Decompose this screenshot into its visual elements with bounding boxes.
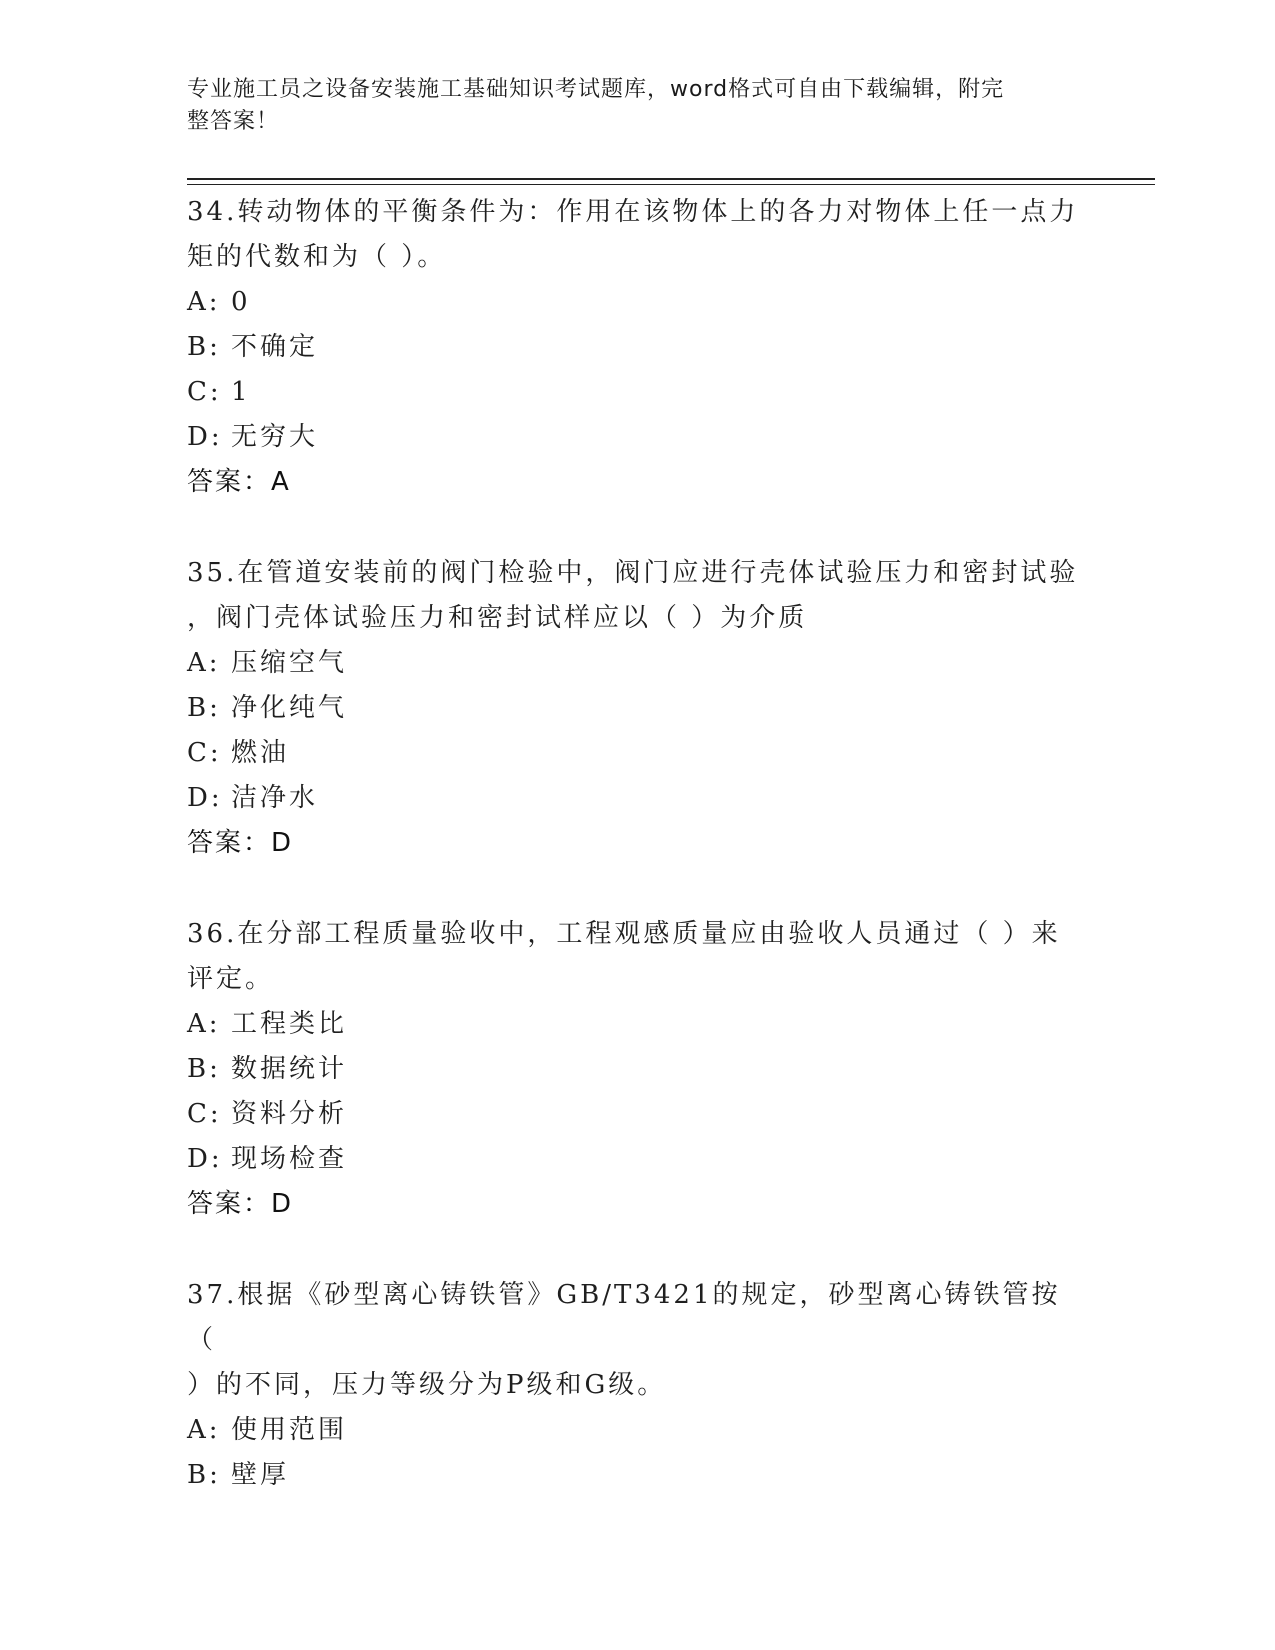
header-divider-thick xyxy=(187,178,1155,180)
question-spacer xyxy=(187,505,1087,551)
option-key: A: xyxy=(187,1415,221,1445)
option-b xyxy=(187,686,1087,731)
option-key: A: xyxy=(187,287,221,317)
header-line-2: 整答案！ xyxy=(187,109,280,134)
option-b xyxy=(187,1047,1087,1092)
header-divider-thin xyxy=(187,184,1155,185)
option-b xyxy=(187,1453,1087,1498)
option-d xyxy=(187,1137,1087,1182)
option-text: 资料分析 xyxy=(231,1099,348,1129)
option-text: 1 xyxy=(231,377,251,407)
question-stem-line: 35.在管道安装前的阀门检验中，阀门应进行壳体试验压力和密封试验 xyxy=(187,558,1079,588)
option-d xyxy=(187,415,1087,460)
question-spacer xyxy=(187,866,1087,912)
option-a xyxy=(187,1002,1087,1047)
question-stem-line: 36.在分部工程质量验收中，工程观感质量应由验收人员通过（ ）来 xyxy=(187,919,1061,949)
option-c xyxy=(187,731,1087,776)
question-37 xyxy=(187,1273,1087,1498)
option-c xyxy=(187,370,1087,415)
option-text: 洁净水 xyxy=(231,783,319,813)
question-stem-line: 评定。 xyxy=(187,964,275,994)
option-text: 使用范围 xyxy=(231,1415,348,1445)
question-list xyxy=(187,190,1087,1498)
question-34 xyxy=(187,190,1087,505)
option-key: B: xyxy=(187,693,221,723)
question-stem-line: 37.根据《砂型离心铸铁管》GB/T3421的规定，砂型离心铸铁管按（ xyxy=(187,1280,1061,1355)
option-text: 壁厚 xyxy=(231,1460,290,1490)
question-stem-line: ）的不同，压力等级分为P级和G级。 xyxy=(187,1370,667,1400)
question-spacer xyxy=(187,1227,1087,1273)
option-key: A: xyxy=(187,648,221,678)
option-text: 无穷大 xyxy=(231,422,319,452)
option-key: D: xyxy=(187,1144,223,1174)
option-key: D: xyxy=(187,783,223,813)
option-b xyxy=(187,325,1087,370)
option-key: B: xyxy=(187,1054,221,1084)
option-text: 0 xyxy=(231,287,251,317)
option-key: C: xyxy=(187,1099,222,1129)
option-a xyxy=(187,280,1087,325)
answer-line: 答案：D xyxy=(187,828,294,858)
option-key: C: xyxy=(187,738,222,768)
question-36 xyxy=(187,912,1087,1227)
option-c xyxy=(187,1092,1087,1137)
question-stem-line: ，阀门壳体试验压力和密封试样应以（ ）为介质 xyxy=(187,603,808,633)
option-text: 工程类比 xyxy=(231,1009,348,1039)
option-key: A: xyxy=(187,1009,221,1039)
option-key: D: xyxy=(187,422,223,452)
answer-line: 答案：D xyxy=(187,1189,294,1219)
question-stem-line: 矩的代数和为（ ）。 xyxy=(187,242,447,272)
option-text: 净化纯气 xyxy=(231,693,348,723)
question-stem-line: 34.转动物体的平衡条件为：作用在该物体上的各力对物体上任一点力 xyxy=(187,197,1079,227)
option-text: 压缩空气 xyxy=(231,648,348,678)
document-header xyxy=(187,74,1067,138)
option-text: 数据统计 xyxy=(231,1054,348,1084)
option-key: C: xyxy=(187,377,222,407)
option-a xyxy=(187,1408,1087,1453)
option-key: B: xyxy=(187,1460,221,1490)
option-d xyxy=(187,776,1087,821)
option-text: 不确定 xyxy=(231,332,319,362)
option-a xyxy=(187,641,1087,686)
header-line-1: 专业施工员之设备安装施工基础知识考试题库，word格式可自由下载编辑，附完 xyxy=(187,77,1005,102)
question-35 xyxy=(187,551,1087,866)
answer-line: 答案：A xyxy=(187,467,291,497)
option-text: 现场检查 xyxy=(231,1144,348,1174)
option-text: 燃油 xyxy=(231,738,290,768)
option-key: B: xyxy=(187,332,221,362)
